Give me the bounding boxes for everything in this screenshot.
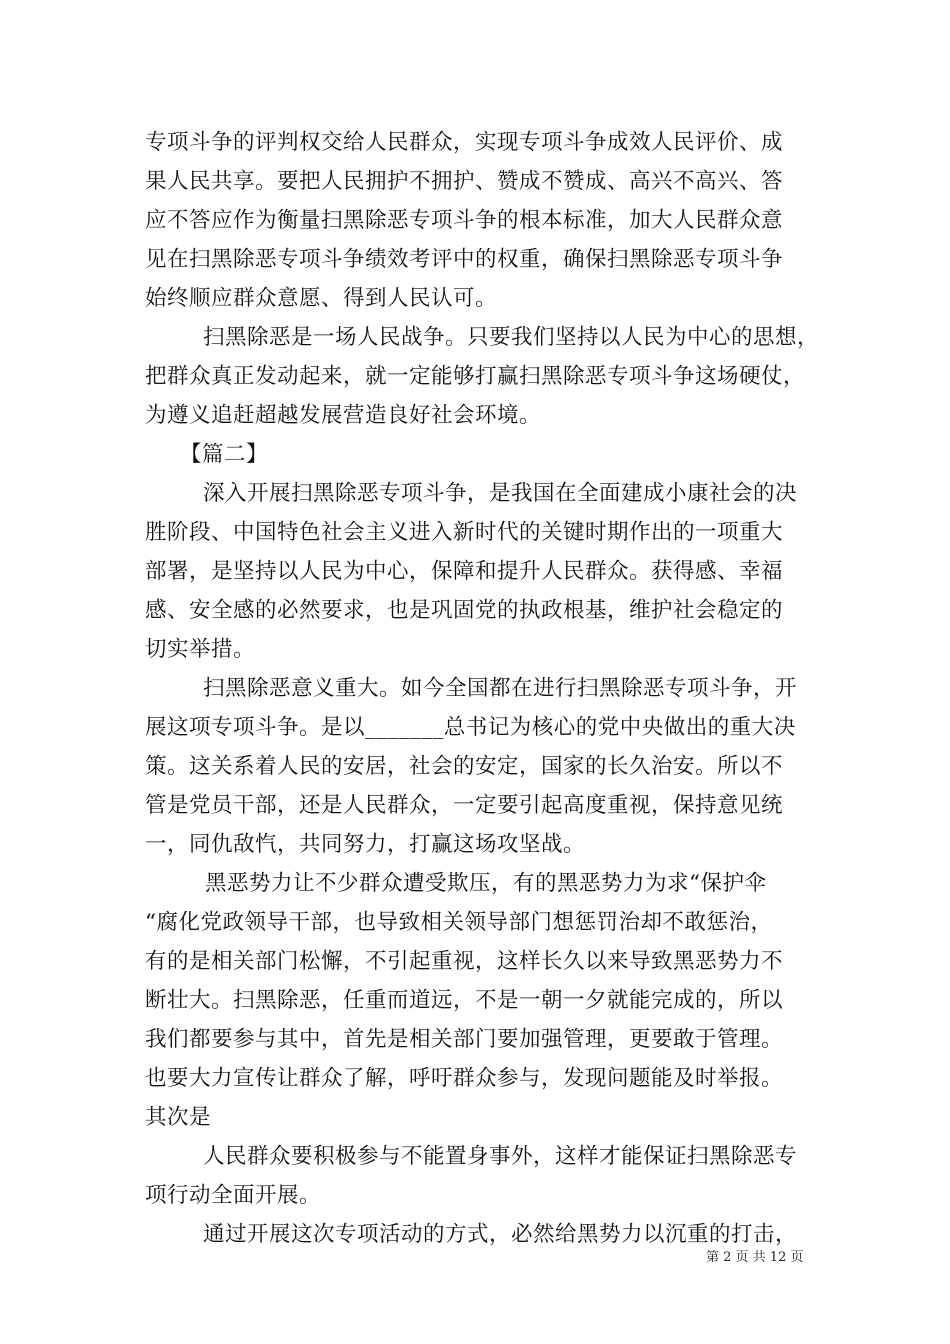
text-line: 项行动全面开展。 — [145, 1183, 322, 1208]
text-line: 通过开展这次专项活动的方式，必然给黑势力以沉重的打击， — [203, 1222, 798, 1247]
text-line: 展这项专项斗争。是以_______总书记为核心的党中央做出的重大决 — [145, 715, 796, 740]
text-line: 感、安全感的必然要求，也是巩固党的执政根基，维护社会稳定的 — [145, 598, 784, 623]
text-line: 为遵义追赶超越发展营造良好社会环境。 — [145, 403, 542, 428]
text-line: 深入开展扫黑除恶专项斗争，是我国在全面建成小康社会的决 — [203, 481, 798, 506]
text-line: 我们都要参与其中，首先是相关部门要加强管理，更要敢于管理。 — [145, 1027, 784, 1052]
text-line: 管是党员干部，还是人民群众，一定要引起高度重视，保持意见统 — [145, 793, 784, 818]
text-line: “腐化党政领导干部，也导致相关领导部门想惩罚治却不敢惩治， — [145, 910, 773, 935]
text-line: 其次是 — [145, 1105, 212, 1130]
text-line: 有的是相关部门松懈，不引起重视，这样长久以来导致黑恶势力不 — [145, 949, 784, 974]
text-line: 果人民共享。要把人民拥护不拥护、赞成不赞成、高兴不高兴、答 — [145, 169, 784, 194]
text-line: 专项斗争的评判权交给人民群众，实现专项斗争成效人民评价、成 — [145, 130, 784, 155]
text-line: 一，同仇敌忾，共同努力，打赢这场攻坚战。 — [145, 832, 586, 857]
text-line: 切实举措。 — [145, 637, 256, 662]
text-line: 黑恶势力让不少群众遭受欺压，有的黑恶势力为求“保护伞 — [205, 871, 767, 896]
text-line: 断壮大。扫黑除恶，任重而道远，不是一朝一夕就能完成的，所以 — [145, 988, 784, 1013]
text-line: 扫黑除恶是一场人民战争。只要我们坚持以人民为中心的思想， — [203, 325, 820, 350]
text-line: 始终顺应群众意愿、得到人民认可。 — [145, 286, 498, 311]
text-line: 部署，是坚持以人民为中心，保障和提升人民群众。获得感、幸福 — [145, 559, 784, 584]
text-line: 见在扫黑除恶专项斗争绩效考评中的权重，确保扫黑除恶专项斗争 — [145, 247, 784, 272]
text-line: 策。这关系着人民的安居，社会的安定，国家的长久治安。所以不 — [145, 754, 784, 779]
text-line: 扫黑除恶意义重大。如今全国都在进行扫黑除恶专项斗争，开 — [203, 676, 798, 701]
text-line: 把群众真正发动起来，就一定能够打赢扫黑除恶专项斗争这场硬仗， — [145, 364, 806, 389]
text-line: 应不答应作为衡量扫黑除恶专项斗争的根本标准，加大人民群众意 — [145, 208, 784, 233]
section-heading: 【篇二】 — [180, 442, 269, 467]
text-line: 胜阶段、中国特色社会主义进入新时代的关键时期作出的一项重大 — [145, 520, 784, 545]
page-number-footer: 第 2 页 共 12 页 — [706, 1250, 804, 1265]
text-line: 人民群众要积极参与不能置身事外，这样才能保证扫黑除恶专 — [203, 1144, 798, 1169]
text-line: 也要大力宣传让群众了解，呼吁群众参与，发现问题能及时举报。 — [145, 1066, 784, 1091]
